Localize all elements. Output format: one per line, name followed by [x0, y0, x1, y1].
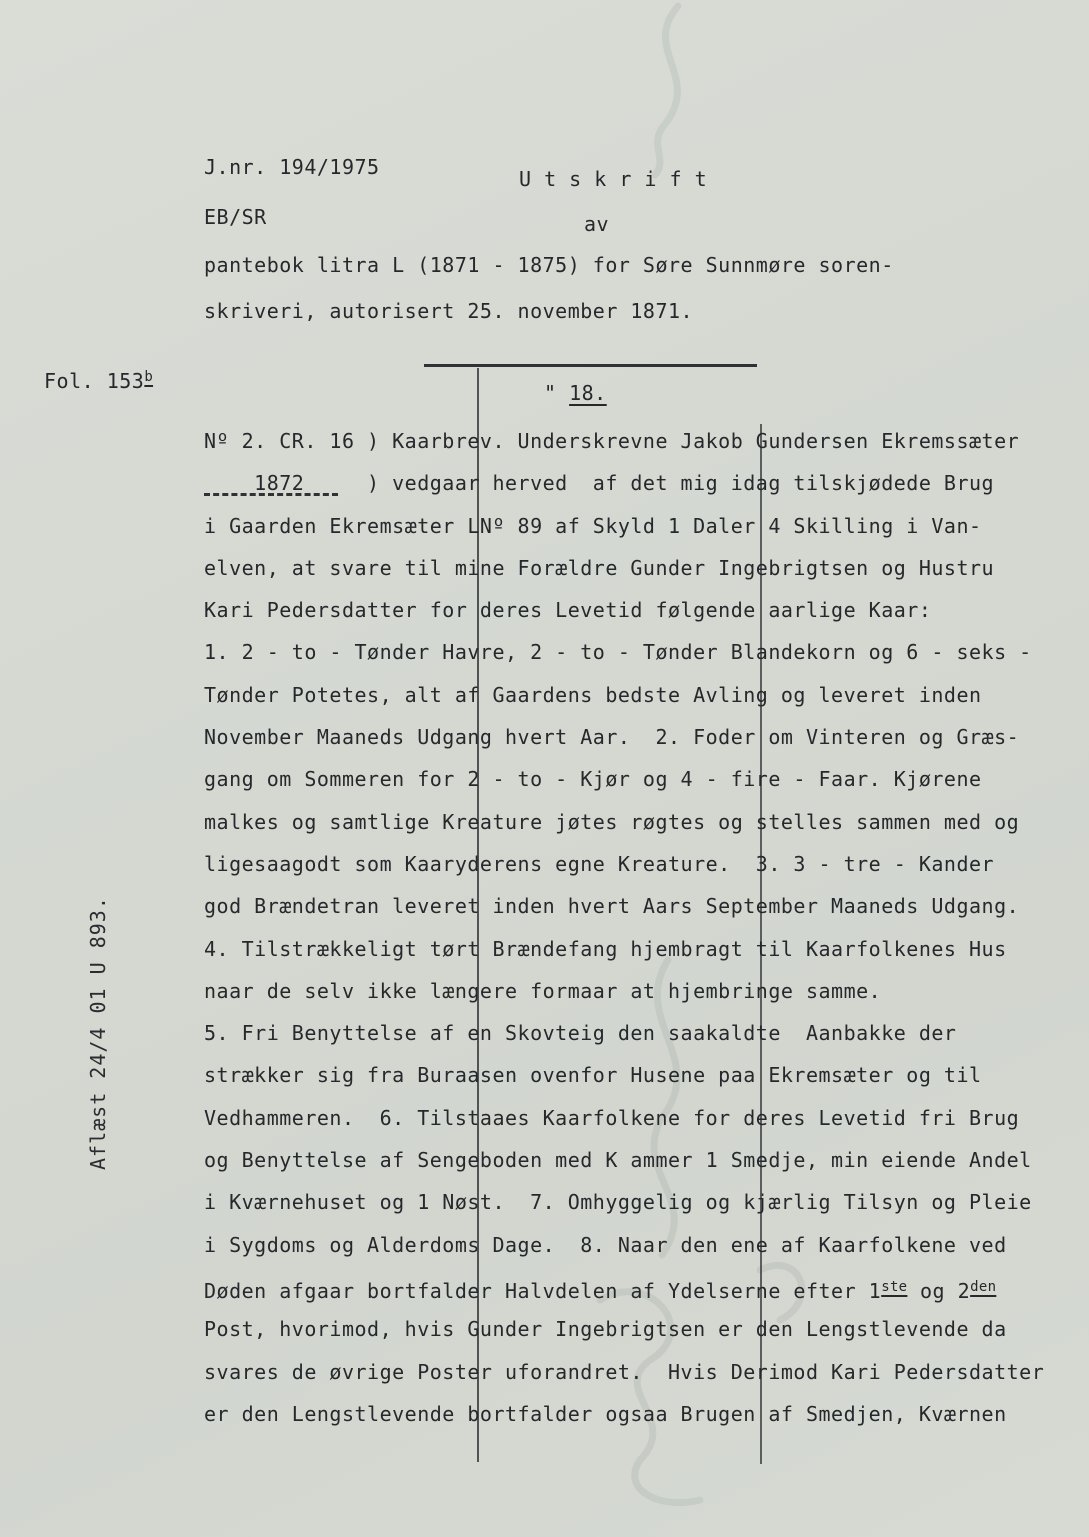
body-line: Nº 2. CR. 16 ) Kaarbrev. Underskrevne Jakob Gundersen Ekremssæter [204, 429, 1020, 453]
margin-side-note: Aflæst 24/4 01 U 893. [86, 896, 110, 1170]
source-description-line2: skriveri, autorisert 25. november 1871. [204, 299, 694, 323]
body-line: Post, hvorimod, hvis Gunder Ingebrigtsen er den Lengstlevende da [204, 1317, 1007, 1342]
sup-line-mid: og 2 [907, 1278, 971, 1303]
body-line: Vedhammeren. 6. Tilstaaes Kaarfolkene for deres Levetid fri Brug [204, 1105, 1020, 1130]
section-heading [544, 381, 607, 405]
body-line: Tønder Potetes, alt af Gaardens bedste Avling og leveret inden [204, 682, 982, 707]
body-line: god Brændetran leveret inden hvert Aars September Maaneds Udgang. [204, 894, 1020, 919]
body-line: elven, at svare til mine Forældre Gunder Ingebrigtsen og Hustru [204, 555, 995, 580]
document-title: U t s k r i f t [519, 167, 708, 191]
body-line: 4. Tilstrækkeligt tørt Brændefang hjembragt til Kaarfolkenes Hus [204, 936, 1007, 961]
ink-bleed-mark [655, 6, 678, 175]
body-text [204, 420, 1044, 1435]
body-line: og Benyttelse af Sengeboden med K ammer 1 Smedje, min eiende Andel [204, 1148, 1032, 1173]
section-quote: " [544, 381, 557, 405]
body-line: naar de selv ikke længere formaar at hjembringe samme. [204, 978, 882, 1003]
body-line: 1. 2 - to - Tønder Havre, 2 - to - Tønder Blandekorn og 6 - seks - [204, 640, 1032, 665]
body-line: i Sygdoms og Alderdoms Dage. 8. Naar den ene af Kaarfolkene ved [204, 1232, 1007, 1257]
folio-superscript: b [144, 369, 154, 385]
body-line: svares de øvrige Poster uforandret. Hvis Derimod Kari Pedersdatter [204, 1359, 1045, 1384]
clerk-initials: EB/SR [204, 205, 267, 229]
section-number: 18. [569, 381, 607, 405]
folio-text: Fol. 153 [44, 369, 145, 393]
body-line: November Maaneds Udgang hvert Aar. 2. Foder om Vinteren og Græs- [204, 725, 1020, 750]
body-line: 1872 ) vedgaar herved af det mig idag tilskjødede Brug [204, 471, 995, 496]
header-divider-line [424, 364, 757, 367]
body-line: malkes og samtlige Kreature jøtes røgtes og stelles sammen med og [204, 809, 1020, 834]
body-line: ligesaagodt som Kaaryderens egne Kreature. 3. 3 - tre - Kander [204, 851, 995, 876]
body-line: strækker sig fra Buraasen ovenfor Husene paa Ekremsæter og til [204, 1063, 982, 1088]
source-description-line1: pantebok litra L (1871 - 1875) for Søre Sunnmøre soren- [204, 253, 894, 277]
body-line-with-superscripts [204, 1266, 1044, 1308]
sup-line-before: Døden afgaar bortfalder Halvdelen af Ydelserne efter 1 [204, 1278, 882, 1303]
body-line: 5. Fri Benyttelse af en Skovteig den saakaldte Aanbakke der [204, 1021, 957, 1046]
body-line: i Gaarden Ekremsæter LNº 89 af Skyld 1 Daler 4 Skilling i Van- [204, 513, 982, 538]
journal-number: J.nr. 194/1975 [204, 155, 380, 179]
ordinal-superscript: den [970, 1278, 997, 1295]
body-line: gang om Sommeren for 2 - to - Kjør og 4 - fire - Faar. Kjørene [204, 767, 982, 792]
title-connector: av [584, 212, 610, 236]
folio-label [44, 369, 153, 393]
body-line: er den Lengstlevende bortfalder ogsaa Brugen af Smedjen, Kværnen [204, 1401, 1007, 1426]
body-line: Kari Pedersdatter for deres Levetid følgende aarlige Kaar: [204, 598, 932, 623]
ordinal-superscript: ste [881, 1278, 908, 1295]
body-line: i Kværnehuset og 1 Nøst. 7. Omhyggelig og kjærlig Tilsyn og Pleie [204, 1190, 1032, 1215]
